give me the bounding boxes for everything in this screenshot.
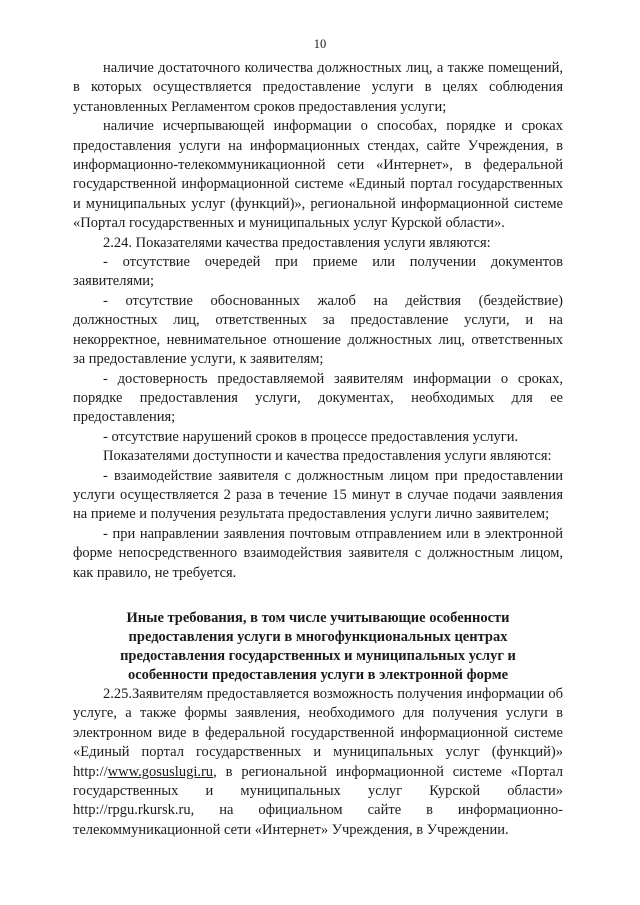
paragraph-part-2: , в региональной информационной системе «Портал государственных и муниципальных услуг Курской области» http://rpgu.rkursk.ru, на официальном сайте в информационно-телекоммуникационной сети «Интернет» Учреждения, в Учреждении. [73,763,563,838]
paragraph-no-complaints: - отсутствие обоснованных жалоб на действия (бездействие) должностных лиц, ответственных за предоставление услуги, и на некорректное, невнимательное отношение должностных лиц, ответственных за предоставление услуги, к заявителям; [73,292,563,368]
paragraph-postal-electronic: - при направлении заявления почтовым отправлением или в электронной форме непосредственного взаимодействия заявителя с должностным лицом, как правило, не требуется. [73,525,563,581]
paragraph-no-queues: - отсутствие очередей при приеме или получении документов заявителями; [73,254,563,290]
paragraph-staff-premises: наличие достаточного количества должностных лиц, а также помещений, в которых осуществляется предоставление услуги в целях соблюдения установленных Регламентом сроков предоставления услуги; [73,60,563,115]
paragraph-no-deadline-violations: - отсутствие нарушений сроков в процессе предоставления услуги. [103,428,519,445]
paragraph-information-availability: наличие исчерпывающей информации о способах, порядке и сроках предоставления услуги на информационных стендах, сайте Учреждения, в информационно-телекоммуникационной сети «Интернет», в федеральной государственной информационной системе «Единый портал государственных и муниципальных услуг (функций)», региональной информационной системе «Портал государственных и муниципальных услуг Курской области». [73,118,563,232]
document-body [73,59,563,840]
paragraph-quality-indicators-title: 2.24. Показателями качества предоставления услуги являются: [103,234,491,251]
paragraph-part-1: 2.25.Заявителям предоставляется возможность получения информации об услуге, а также формы заявления, необходимого для получения услуги в электронном виде в федеральной государственной информационной системе «Единый портал государственных и муниципальных услуг (функций)» http:// [73,685,563,780]
paragraph-interaction-count: - взаимодействие заявителя с должностным лицом при предоставлении услуги осуществляется 2 раза в течение 15 минут в случае подачи заявления на приеме и получения результата предоставления услуги лично заявителем; [73,467,563,523]
paragraph-information-reliability: - достоверность предоставляемой заявителям информации о сроках, порядке предоставления услуги, документах, необходимых для ее предоставления; [73,370,563,426]
section-heading: Иные требования, в том числе учитывающие особенности предоставления услуги в многофункциональных центрах предоставления государственных и муниципальных услуг и особенности предоставления услуги в электронной форме [120,609,516,683]
gosuslugi-link[interactable]: www.gosuslugi.ru [107,763,214,780]
page-number: 10 [313,37,327,51]
paragraph-accessibility-indicators-title: Показателями доступности и качества предоставления услуги являются: [103,448,552,465]
paragraph-electronic-services [73,685,563,840]
